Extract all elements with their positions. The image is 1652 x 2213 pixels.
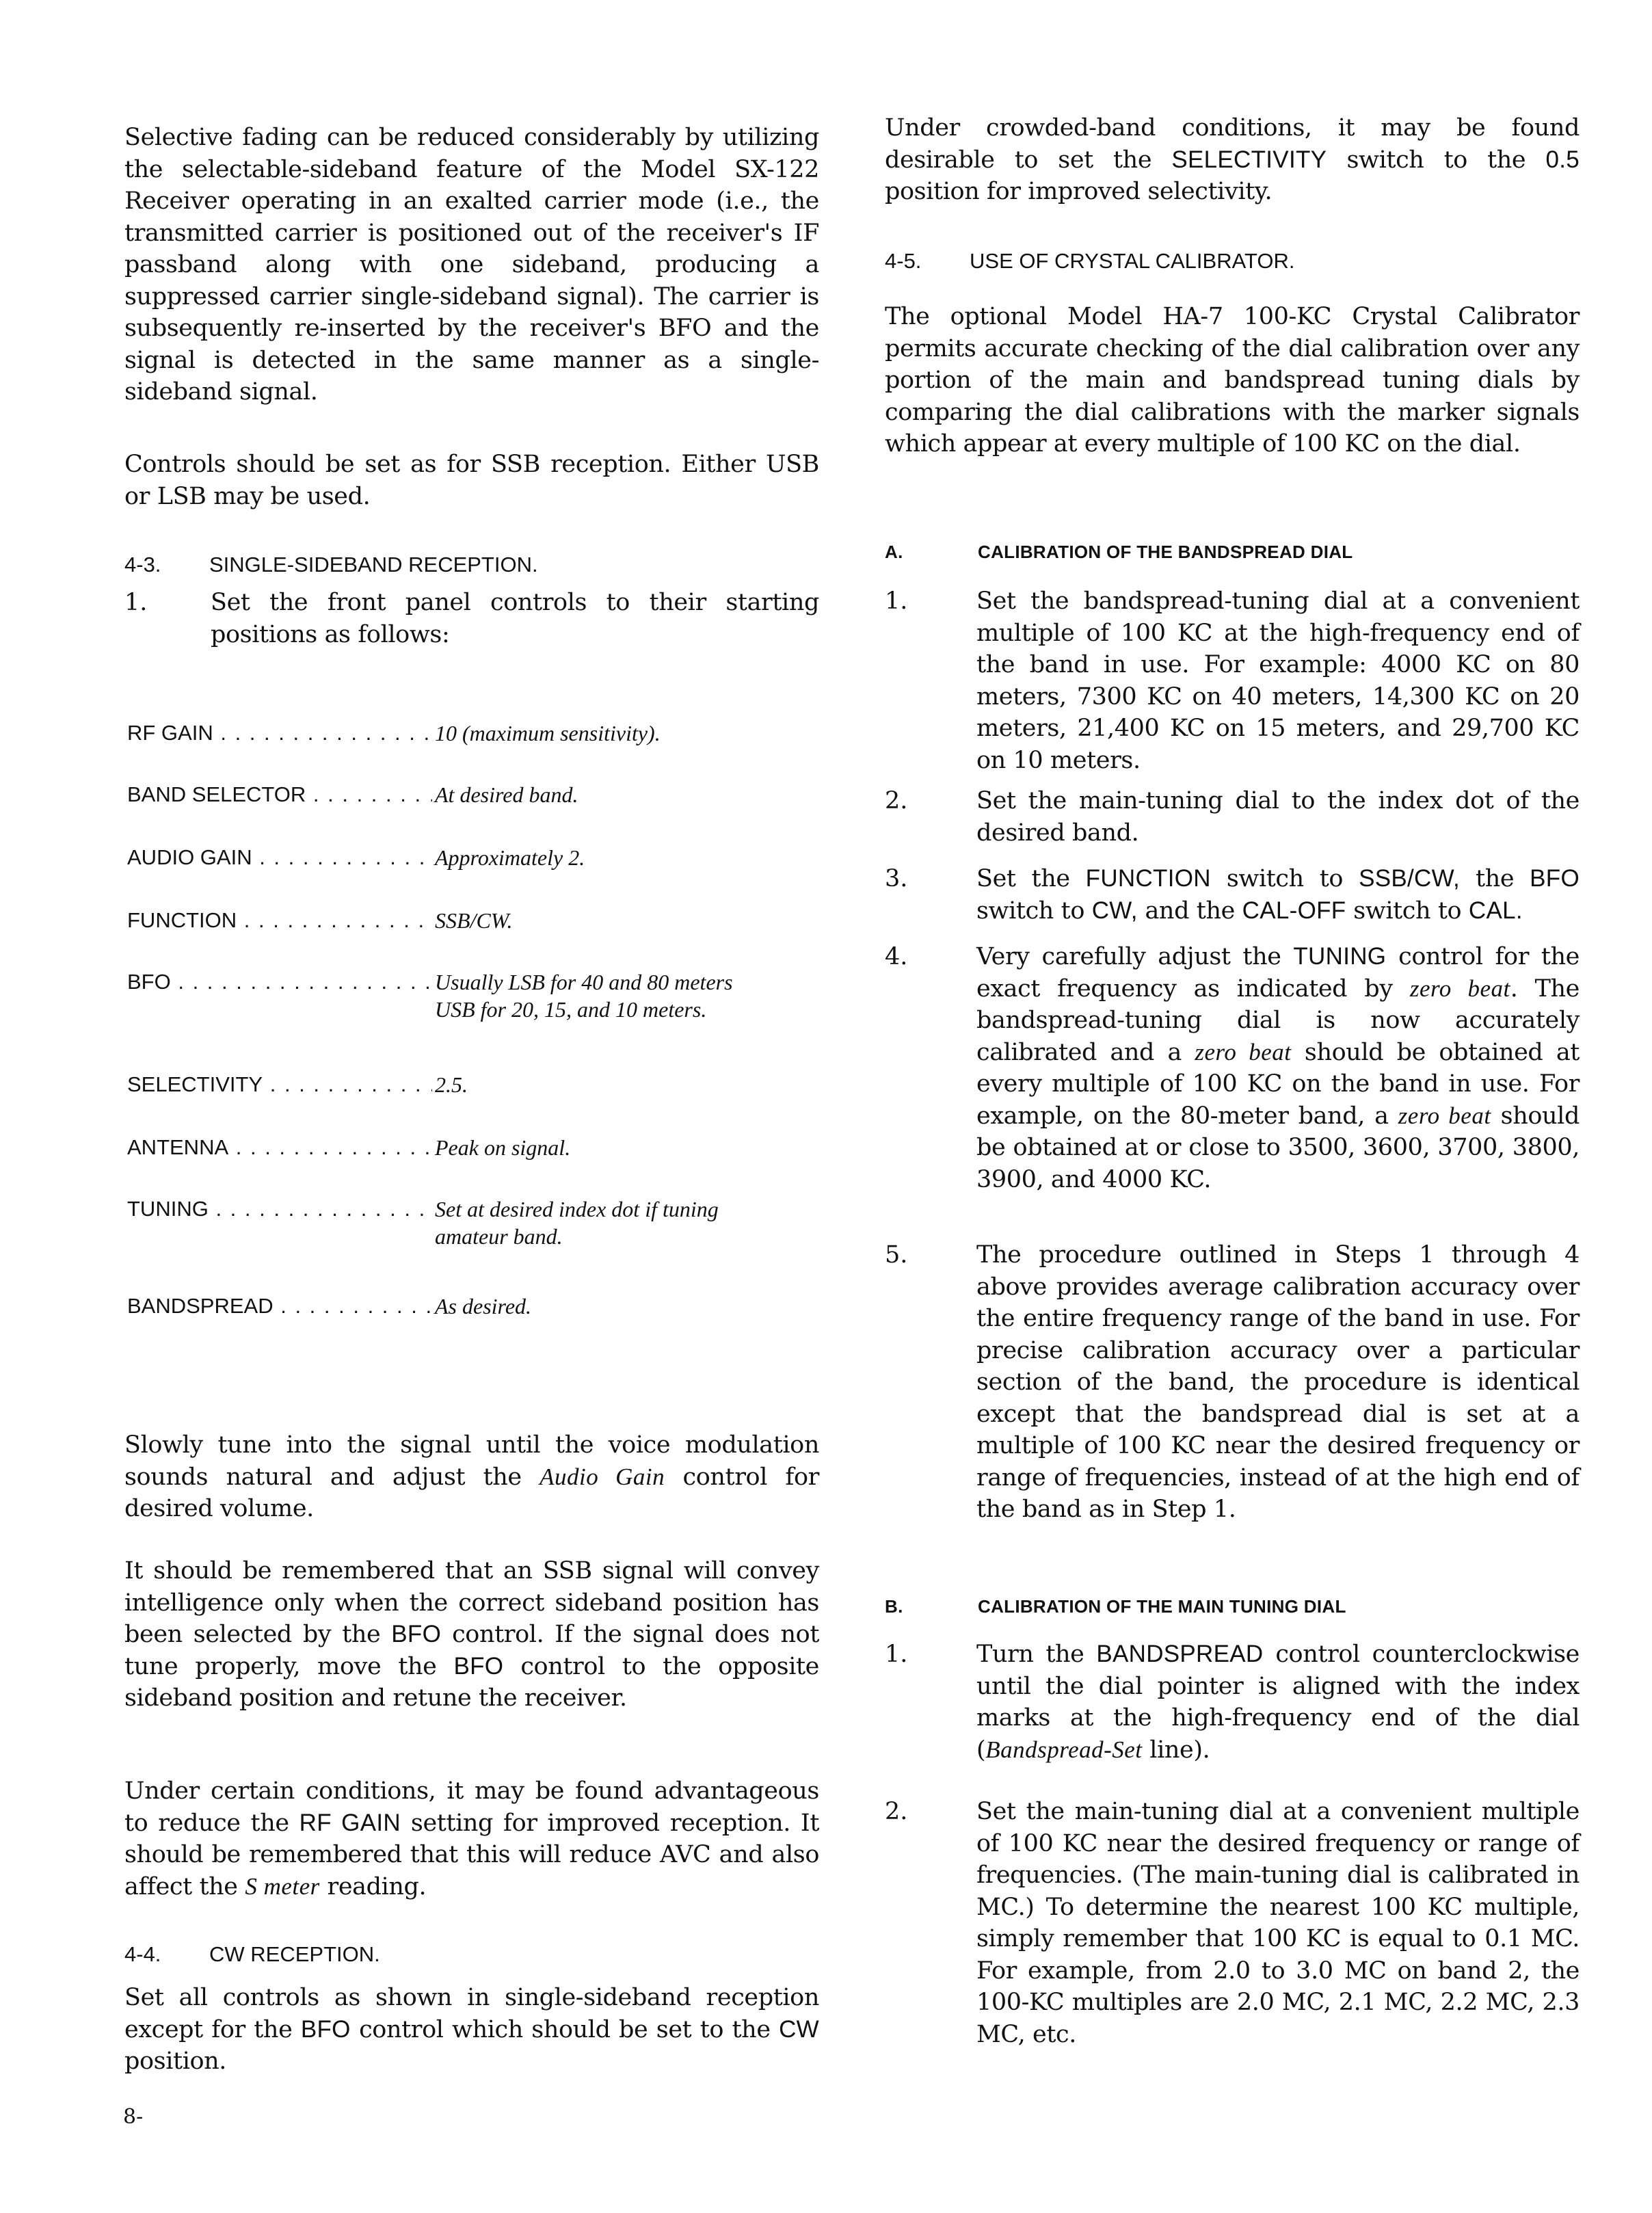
control-value: SSB/CW. [432, 907, 818, 934]
zero-beat-term: zero beat [1398, 1102, 1491, 1129]
control-name: BANDSPREAD . . . [127, 1293, 435, 1320]
text-run: reading. [319, 1872, 427, 1900]
text-run: control counterclockwise until the dial pointer is aligned with the index marks at the high-frequency end of the dial ( [976, 1641, 1580, 1764]
text-run: Under crowded-band conditions, it may be found desirable to set the [885, 114, 1580, 174]
control-name: TUNING . . . [127, 1195, 435, 1223]
text-run: Under certain conditions, it may be found advantageous to reduce the [124, 1777, 819, 1837]
step-a-3 [885, 863, 1580, 927]
control-name: AUDIO GAIN . . . [127, 844, 435, 871]
subsection-letter: A. [885, 542, 903, 562]
control-value: Peak on signal. [432, 1134, 818, 1161]
text-run: It should be remembered that an SSB signal will convey intelligence only when the correct sideband position has been selected by the [124, 1557, 819, 1648]
control-value: At desired band. [432, 781, 818, 808]
control-value [432, 968, 818, 1023]
text-run: control for desired volume. [124, 1463, 819, 1522]
bandspread-set-term: Bandspread-Set [985, 1736, 1143, 1763]
text-run: should be obtained at every multiple of 100 KC on the band in use. For example, on the 80-meter band, a [976, 1038, 1580, 1130]
control-value-line-2: USB for 20, 15, and 10 meters. [435, 997, 707, 1022]
step-text [976, 941, 1580, 1195]
section-number: 4-4. [124, 1942, 161, 1966]
subsection-heading-a [885, 542, 1353, 563]
step-a-5 [885, 1239, 1580, 1526]
subsection-letter: B. [885, 1596, 903, 1617]
text-run: switch to the [1327, 146, 1546, 174]
selectivity-value-term: 0.5 [1545, 146, 1580, 173]
text-run: switch to [976, 897, 1092, 925]
text-run: Slowly tune into the signal until the voice modulation sounds natural and adjust the [124, 1431, 819, 1491]
text-run: switch to [1346, 897, 1469, 925]
step-number: 5. [885, 1241, 908, 1269]
crowded-band-paragraph [885, 112, 1580, 208]
bfo-term: BFO [1530, 865, 1580, 892]
ssb-cw-term: SSB/CW, [1359, 865, 1461, 892]
text-run: control which should be set to the [350, 2015, 780, 2043]
control-setting-row [127, 1134, 818, 1168]
selective-fading-paragraph: Selective fading can be reduced considerably by utilizing the selectable-sideband feature of the Model SX-122 Receiver operating in an exalted carrier mode (i.e., the transmitted carrier is positioned out of the receiver's IF passband along with one sideband, producing a suppressed carrier single-sideband signal). The carrier is subsequently re-inserted by the receiver's BFO and the signal is detected in the same manner as a single-sideband signal. [124, 124, 819, 406]
page-number: 8- [123, 2105, 144, 2129]
control-setting-row [127, 1071, 818, 1105]
bfo-term: BFO [300, 2015, 351, 2043]
section-heading-4-3 [124, 553, 538, 577]
control-name: RF GAIN . . . [127, 719, 435, 747]
section-heading-4-4 [124, 1942, 380, 1967]
control-value: 10 (maximum sensitivity). [432, 719, 818, 747]
controls-ssb-paragraph: Controls should be set as for SSB reception. Either USB or LSB may be used. [124, 451, 819, 510]
section-title: USE OF CRYSTAL CALIBRATOR. [970, 249, 1295, 273]
text-run: the [1460, 865, 1530, 892]
control-value [432, 1195, 818, 1250]
ssb-sideband-paragraph [124, 1555, 819, 1714]
step-text: Set the front panel controls to their starting positions as follows: [211, 589, 819, 648]
control-setting-row [127, 968, 818, 1022]
cw-term: CW [779, 2015, 819, 2043]
bfo-term: BFO [453, 1652, 504, 1680]
control-setting-row [127, 844, 818, 878]
control-setting-row [127, 907, 818, 941]
cw-term: CW, [1091, 897, 1138, 924]
step-text: Set the main-tuning dial at a convenient multiple of 100 KC near the desired frequency or range of frequencies. (The main-tuning dial is calibrated in MC.) To determine the nearest 100 KC multiple, simply remember that 100 KC is equal to 0.1 MC. For example, from 2.0 to 3.0 MC on band 2, the 100-KC multiples are 2.0 MC, 2.1 MC, 2.2 MC, 2.3 MC, etc. [976, 1798, 1580, 2048]
step-text: Set the bandspread-tuning dial at a convenient multiple of 100 KC at the high-frequency end of the band in use. For example: 4000 KC on 80 meters, 7300 KC on 40 meters, 14,300 KC on 20 meters, 21,400 KC on 15 meters, and 29,700 KC on 10 meters. [976, 587, 1580, 774]
section-title: SINGLE-SIDEBAND RECEPTION. [209, 553, 538, 577]
text-run: switch to [1210, 865, 1359, 892]
s-meter-term: S meter [245, 1872, 320, 1900]
function-term: FUNCTION [1085, 865, 1211, 892]
rf-gain-paragraph [124, 1775, 819, 1903]
step-number: 1. [124, 589, 148, 616]
step-b-1 [885, 1639, 1580, 1766]
zero-beat-term: zero beat [1195, 1038, 1292, 1065]
step-number: 4. [885, 943, 908, 970]
step-a-2 [885, 785, 1580, 849]
control-value: 2.5. [432, 1071, 818, 1098]
control-name: BFO . . . [127, 968, 435, 996]
control-name: FUNCTION . . . [127, 907, 435, 934]
control-value: Approximately 2. [432, 844, 818, 871]
control-name: SELECTIVITY . . . [127, 1071, 435, 1098]
step-number: 2. [885, 787, 908, 814]
text-run: position for improved selectivity. [885, 178, 1273, 205]
cw-reception-paragraph [124, 1982, 819, 2078]
section-heading-4-5 [885, 249, 1294, 274]
selectivity-term: SELECTIVITY [1171, 146, 1327, 173]
control-value-line-1: Set at desired index dot if tuning [435, 1197, 719, 1221]
step-number: 2. [885, 1798, 908, 1825]
step-number: 1. [885, 587, 908, 615]
text-run: control for the exact frequency as indicated by [976, 943, 1580, 1003]
control-name: BAND SELECTOR . . . [127, 781, 435, 808]
control-value-line-2: amateur band. [435, 1224, 563, 1249]
control-setting-row [127, 719, 818, 754]
step-text [976, 863, 1580, 927]
crystal-calibrator-paragraph: The optional Model HA-7 100-KC Crystal Calibrator permits accurate checking of the dial calibration over any portion of the main and bandspread tuning dials by comparing the dial calibrations with the marker signals which appear at every multiple of 100 KC on the dial. [885, 303, 1580, 458]
text-run: should be obtained at or close to 3500, 3600, 3700, 3800, 3900, and 4000 KC. [976, 1102, 1580, 1193]
text-run: Very carefully adjust the [976, 943, 1294, 970]
control-value-line-1: Usually LSB for 40 and 80 meters [435, 970, 733, 994]
text-run: control to the opposite sideband position and retune the receiver. [124, 1652, 819, 1712]
text-run: Turn the [976, 1641, 1097, 1668]
bfo-term: BFO [391, 1621, 442, 1647]
subsection-heading-b [885, 1596, 1346, 1617]
text-run: Set all controls as shown in single-sideband reception except for the [124, 1984, 819, 2043]
section-title: CW RECEPTION. [209, 1942, 380, 1966]
control-name: ANTENNA . . . [127, 1134, 435, 1161]
step-a-1 [885, 585, 1580, 776]
cal-off-term: CAL-OFF [1242, 897, 1346, 924]
text-run: and the [1137, 897, 1242, 925]
zero-beat-term: zero beat [1409, 975, 1510, 1002]
step-a-4 [885, 941, 1580, 1195]
text-run: line). [1142, 1736, 1210, 1764]
cal-term: CAL. [1468, 897, 1523, 924]
text-run: control. If the signal does not tune properly, move the [124, 1621, 819, 1680]
subsection-title: CALIBRATION OF THE BANDSPREAD DIAL [978, 542, 1353, 562]
step-number: 1. [885, 1641, 908, 1668]
audio-gain-term: Audio Gain [539, 1463, 665, 1490]
bandspread-term: BANDSPREAD [1096, 1641, 1264, 1667]
section-number: 4-3. [124, 553, 161, 577]
text-run: position. [124, 2048, 227, 2075]
step-b-2 [885, 1796, 1580, 2050]
tune-signal-paragraph [124, 1429, 819, 1525]
subsection-title: CALIBRATION OF THE MAIN TUNING DIAL [978, 1596, 1346, 1617]
rf-gain-term: RF GAIN [299, 1809, 401, 1836]
control-setting-row [127, 1195, 818, 1249]
tuning-term: TUNING [1293, 943, 1387, 970]
text-run: setting for improved reception. It should be remembered that this will reduce AVC and also affect the [124, 1809, 819, 1900]
section-number: 4-5. [885, 249, 922, 273]
step-1-front-panel [124, 587, 819, 650]
text-run: . The bandspread-tuning dial is now accurately calibrated and a [976, 975, 1580, 1066]
step-text: The procedure outlined in Steps 1 through 4 above provides average calibration accuracy over the entire frequency range of the band in use. For precise calibration accuracy over a particular section of the band, the procedure is identical except that the bandspread dial is set at a multiple of 100 KC near the desired frequency or range of frequencies, instead of at the high end of the band as in Step 1. [976, 1241, 1580, 1523]
step-number: 3. [885, 865, 908, 892]
control-setting-row [127, 1293, 818, 1327]
control-value: As desired. [432, 1293, 818, 1320]
step-text: Set the main-tuning dial to the index dot of the desired band. [976, 787, 1580, 847]
control-setting-row [127, 781, 818, 815]
text-run: Set the [976, 865, 1086, 892]
step-text [976, 1639, 1580, 1766]
